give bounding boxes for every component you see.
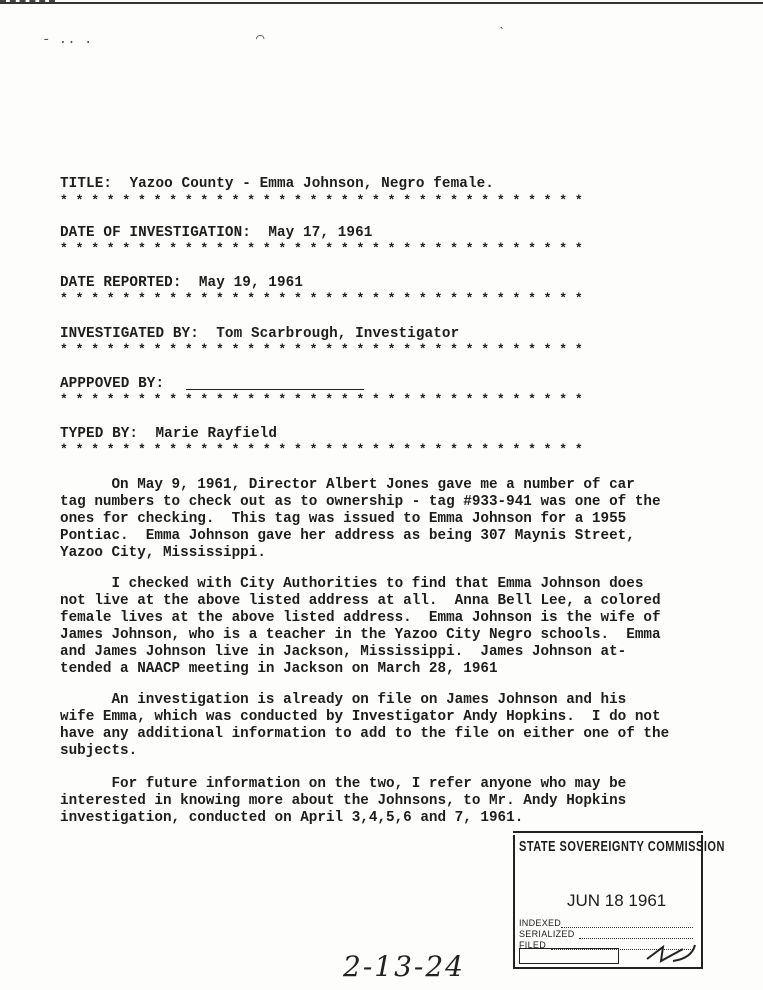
approval-signature-line xyxy=(186,389,364,390)
title-value: Yazoo County - Emma Johnson, Negro female. xyxy=(129,176,494,192)
text-line: not live at the above listed address at all. Anna Bell Lee, a colored xyxy=(60,592,661,609)
typed-by-value: Marie Rayfield xyxy=(155,426,277,442)
scan-speck: ⌒ xyxy=(256,31,265,47)
text-line: Pontiac. Emma Johnson gave her address as being 307 Maynis Street, xyxy=(60,527,635,544)
scan-speck: - .. . xyxy=(42,32,93,48)
date-reported-line xyxy=(60,275,303,292)
star-divider: * * * * * * * * * * * * * * * * * * * * * * * * * * * * * * * * * * xyxy=(60,241,583,256)
investigated-by-line xyxy=(60,326,459,343)
stamp-date: JUN 18 1961 xyxy=(567,891,667,910)
stamp-filed-label: FILED xyxy=(519,940,547,950)
stamp-serialized-line xyxy=(579,938,693,939)
text-line: An investigation is already on file on James Johnson and his xyxy=(60,692,627,708)
text-line: have any additional information to add to the file on either one of the xyxy=(60,725,670,742)
paragraph-1 xyxy=(60,477,700,562)
star-divider: * * * * * * * * * * * * * * * * * * * * * * * * * * * * * * * * * * xyxy=(60,193,583,208)
date-of-investigation-line xyxy=(60,225,372,242)
text-line: For future information on the two, I refer anyone who may be xyxy=(60,776,627,792)
text-line: tag numbers to check out as to ownership - tag #933-941 was one of the xyxy=(60,493,661,510)
handwritten-file-number: 2-13-24 xyxy=(343,950,465,983)
date-reported-value: May 19, 1961 xyxy=(198,275,304,291)
text-line: female lives at the above listed address. Emma Johnson is the wife of xyxy=(60,609,661,626)
stamp-indexed-line xyxy=(561,927,693,928)
text-line: wife Emma, which was conducted by Investigator Andy Hopkins. I do not xyxy=(60,708,661,725)
date-of-investigation-label: DATE OF INVESTIGATION: xyxy=(60,225,251,241)
text-line: I checked with City Authorities to find that Emma Johnson does xyxy=(60,576,644,592)
text-line: On May 9, 1961, Director Albert Jones gave me a number of car xyxy=(60,477,635,493)
top-edge-rule xyxy=(0,2,763,4)
stamp-serialized-label: SERIALIZED xyxy=(519,929,575,939)
date-of-investigation-value: May 17, 1961 xyxy=(268,225,373,241)
scan-speck: ˋ xyxy=(498,26,507,42)
text-line: investigation, conducted on April 3,4,5,6 and 7, 1961. xyxy=(60,809,524,826)
receipt-stamp xyxy=(513,835,725,969)
star-divider: * * * * * * * * * * * * * * * * * * * * * * * * * * * * * * * * * * xyxy=(60,392,583,407)
title-line xyxy=(60,176,494,193)
title-label: TITLE: xyxy=(60,176,113,192)
stamp-indexed-label: INDEXED xyxy=(519,918,562,928)
stamp-title: STATE SOVEREIGNTY COMMISSION xyxy=(519,839,725,856)
text-line: subjects. xyxy=(60,742,138,759)
stamp-border-top xyxy=(513,831,703,833)
stamp-entry-box xyxy=(519,948,619,964)
text-line: ones for checking. This tag was issued to Emma Johnson for a 1955 xyxy=(60,510,627,527)
paragraph-2 xyxy=(60,576,700,677)
date-reported-label: DATE REPORTED: xyxy=(60,275,182,291)
text-line: James Johnson, who is a teacher in the Yazoo City Negro schools. Emma xyxy=(60,626,661,643)
typed-by-line xyxy=(60,426,277,443)
paragraph-4 xyxy=(60,776,700,827)
star-divider: * * * * * * * * * * * * * * * * * * * * * * * * * * * * * * * * * * xyxy=(60,291,583,306)
star-divider: * * * * * * * * * * * * * * * * * * * * * * * * * * * * * * * * * * xyxy=(60,342,583,357)
approved-by-label: APPPOVED BY: xyxy=(60,376,165,392)
text-line: interested in knowing more about the Johnsons, to Mr. Andy Hopkins xyxy=(60,792,627,809)
typed-by-label: TYPED BY: xyxy=(60,426,139,442)
investigated-by-label: INVESTIGATED BY: xyxy=(60,326,199,342)
text-line: and James Johnson live in Jackson, Mississippi. James Johnson at- xyxy=(60,643,627,660)
text-line: Yazoo City, Mississippi. xyxy=(60,544,266,561)
investigated-by-value: Tom Scarbrough, Investigator xyxy=(216,326,460,342)
star-divider: * * * * * * * * * * * * * * * * * * * * * * * * * * * * * * * * * * xyxy=(60,442,583,457)
paragraph-3 xyxy=(60,692,700,760)
text-line: tended a NAACP meeting in Jackson on March 28, 1961 xyxy=(60,660,498,677)
initials-scribble xyxy=(643,943,697,965)
approved-by-line xyxy=(60,376,164,393)
